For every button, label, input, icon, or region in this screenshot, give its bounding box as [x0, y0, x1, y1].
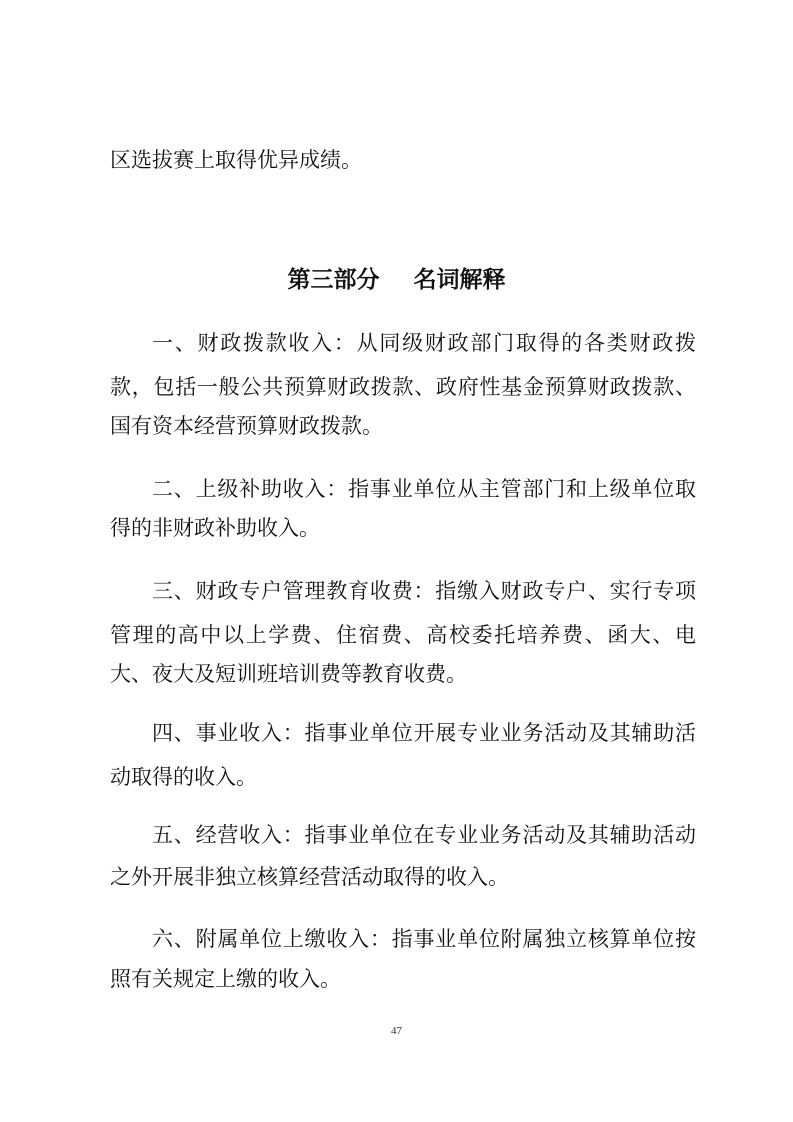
paragraph-line: 二、上级补助收入：指事业单位从主管部门和上级单位取 [152, 477, 696, 501]
paragraph-line: 三、财政专户管理教育收费：指缴入财政专户、实行专项 [152, 579, 696, 603]
paragraph-line: 之外开展非独立核算经营活动取得的收入。 [110, 865, 509, 889]
section-title: 名词解释 [413, 266, 506, 293]
paragraph-line: 一、财政拨款收入：从同级财政部门取得的各类财政拨 [152, 331, 696, 355]
paragraph-line: 四、事业收入：指事业单位开展专业业务活动及其辅助活 [152, 721, 696, 745]
section-heading [0, 264, 793, 296]
paragraph-line: 得的非财政补助收入。 [110, 516, 320, 540]
paragraph-line: 照有关规定上缴的收入。 [110, 967, 341, 991]
paragraph-line: 管理的高中以上学费、住宿费、高校委托培养费、函大、电 [110, 623, 696, 647]
paragraph-line: 动取得的收入。 [110, 765, 257, 789]
paragraph-line: 大、夜大及短训班培训费等教育收费。 [110, 662, 467, 686]
paragraph-line: 五、经营收入：指事业单位在专业业务活动及其辅助活动 [152, 823, 696, 847]
paragraph-line: 六、附属单位上缴收入：指事业单位附属独立核算单位按 [152, 927, 696, 951]
paragraph-line: 国有资本经营预算财政拨款。 [110, 414, 383, 438]
paragraph-line: 款，包括一般公共预算财政拨款、政府性基金预算财政拨款、 [110, 375, 696, 399]
section-part-label: 第三部分 [287, 266, 380, 293]
carryover-text: 区选拔赛上取得优异成绩。 [110, 148, 362, 172]
page-number: 47 [391, 1025, 402, 1037]
